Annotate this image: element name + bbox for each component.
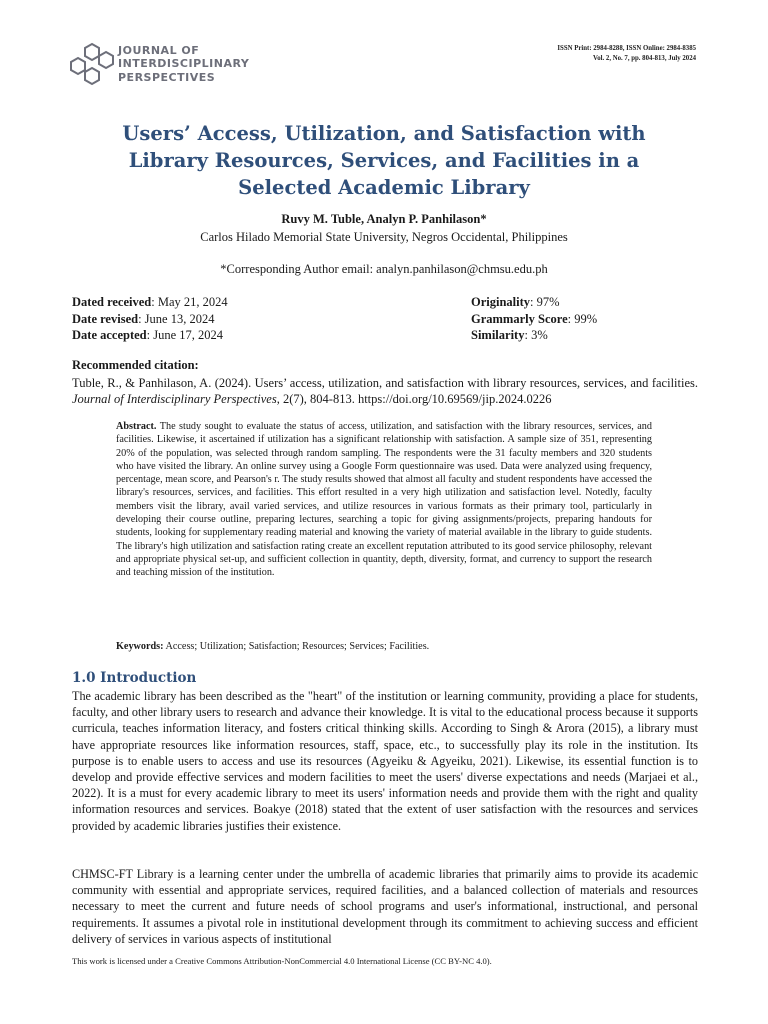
title-line: Selected Academic Library xyxy=(238,176,530,199)
hexagon-logo-icon xyxy=(68,40,116,88)
date-row xyxy=(72,327,228,344)
journal-name-line: PERSPECTIVES xyxy=(118,70,216,84)
date-row xyxy=(72,294,228,311)
issn-block xyxy=(557,44,696,64)
keywords-label: Keywords: xyxy=(116,641,164,652)
date-row xyxy=(72,311,228,328)
authors: Ruvy M. Tuble, Analyn P. Panhilason* xyxy=(281,212,487,226)
citation-heading: Recommended citation: xyxy=(72,358,199,372)
citation-text xyxy=(72,375,698,407)
metric-row xyxy=(471,294,597,311)
citation-part[interactable]: , 2(7), 804-813. https://doi.org/10.69569/jip.2024.0226 xyxy=(276,392,552,406)
date-value: : May 21, 2024 xyxy=(151,295,228,309)
affiliation: Carlos Hilado Memorial State University, Negros Occidental, Philippines xyxy=(200,230,568,244)
body-paragraph: CHMSC-FT Library is a learning center under the umbrella of academic libraries that primarily aims to provide its academic community with essential and appropriate services, required facilities, and a balanced collection of materials and resources necessary to meet the current and future needs of school programs and user's informational, instructional, and personal requirements. It assumes a pivotal role in institutional development through its commitment to achieving success and efficient delivery of services in various aspects of institutional xyxy=(72,867,698,946)
journal-name-line: JOURNAL OF xyxy=(118,43,200,57)
metrics-block xyxy=(471,294,597,344)
date-label: Date accepted xyxy=(72,328,147,342)
issn-line: ISSN Print: 2984-8288, ISSN Online: 2984-8385 xyxy=(557,45,696,52)
body-paragraph: The academic library has been described as the "heart" of the institution or learning community, providing a place for students, faculty, and other library users to research and advance their knowledge. It is vital to the educational process because it supports curricula, teaches information literacy, and fosters critical thinking skills. According to Singh & Arora (2015), a library must have appropriate resources like information resources, staff, space, etc., to successfully play its role in the institution. Its purpose is to enable users to access and use its resources (Agyeiku & Agyeiku, 2021). Likewise, its essential function is to develop and provide effective services and modern facilities to meet the users' diverse expectations and needs (Marjaei et al., 2022). It is a must for every academic library to meet its users' information needs and provide them with the right and quality information resources and services. Boakye (2018) stated that the extent of user satisfaction with the resources and services provided by academic libraries justifies their existence. xyxy=(72,689,698,833)
journal-name xyxy=(118,44,249,85)
keywords xyxy=(116,641,652,652)
metric-value: : 97% xyxy=(530,295,560,309)
license-footer: This work is licensed under a Creative Commons Attribution-NonCommercial 4.0 International License (CC BY-NC 4.0). xyxy=(72,956,492,966)
metric-value: : 99% xyxy=(567,311,598,326)
keywords-text: Access; Utilization; Satisfaction; Resources; Services; Facilities. xyxy=(163,641,430,652)
date-value: : June 13, 2024 xyxy=(138,311,215,326)
abstract-text: The study sought to evaluate the status of access, utilization, and satisfaction with the library resources, services, and facilities. Likewise, it ascertained if utilization has a significant relationship with satisfaction. A sample size of 351, representing 20% of the population, was selected through random sampling. The respondents were the 31 faculty members and 320 students who have visited the library. An online survey using a Google Form questionnaire was used. Data were analyzed using frequency, percentage, mean score, and Pearson's r. The study results showed that almost all faculty and student respondents have accessed the library's resources, services, and facilities. This effort resulted in a very high utilization and satisfaction level. Notedly, faculty members visit the library, avail varied services, and utilize resources in various formats as their primary tool, particularly in developing their course outline, preparing lectures, searching a topic for giving assignments/projects, preparing handouts for students, looking for supplementary reading material and knowing the variety of material available in the library to guide students. The library's high utilization and satisfaction rating create an excellent reputation attributed to its good service philosophy, relevant and appropriate physical set-up, and sufficient collection in quantity, depth, diversity, format, and currency to support the research and teaching mission of the institution. xyxy=(116,421,652,579)
abstract xyxy=(116,420,652,580)
citation-part: Tuble, R., & Panhilason, A. (2024). Users’ access, utilization, and satisfaction with library resources, services, and facilities. xyxy=(72,376,698,390)
journal-logo xyxy=(68,40,249,88)
title-line: Library Resources, Services, and Facilities in a xyxy=(128,149,640,172)
corresponding-email: *Corresponding Author email: analyn.panhilason@chmsu.edu.ph xyxy=(220,262,548,276)
volume-line: Vol. 2, No. 7, pp. 804-813, July 2024 xyxy=(592,55,696,62)
date-label: Date revised xyxy=(72,311,139,326)
date-value: : June 17, 2024 xyxy=(146,328,224,342)
paper-title xyxy=(72,120,696,201)
section-heading: 1.0 Introduction xyxy=(72,670,197,686)
abstract-label: Abstract. xyxy=(116,421,157,432)
metric-row xyxy=(471,327,597,344)
metric-label: Grammarly Score xyxy=(471,311,568,326)
title-line: Users’ Access, Utilization, and Satisfaction with xyxy=(122,122,646,145)
date-label: Dated received xyxy=(72,295,152,309)
journal-name-line: INTERDISCIPLINARY xyxy=(118,57,250,71)
citation-journal: Journal of Interdisciplinary Perspectives xyxy=(72,392,277,406)
metric-label: Originality xyxy=(471,295,531,309)
metric-label: Similarity xyxy=(471,328,525,342)
metric-row xyxy=(471,311,597,328)
metric-value: : 3% xyxy=(524,328,548,342)
dates-block xyxy=(72,294,228,344)
